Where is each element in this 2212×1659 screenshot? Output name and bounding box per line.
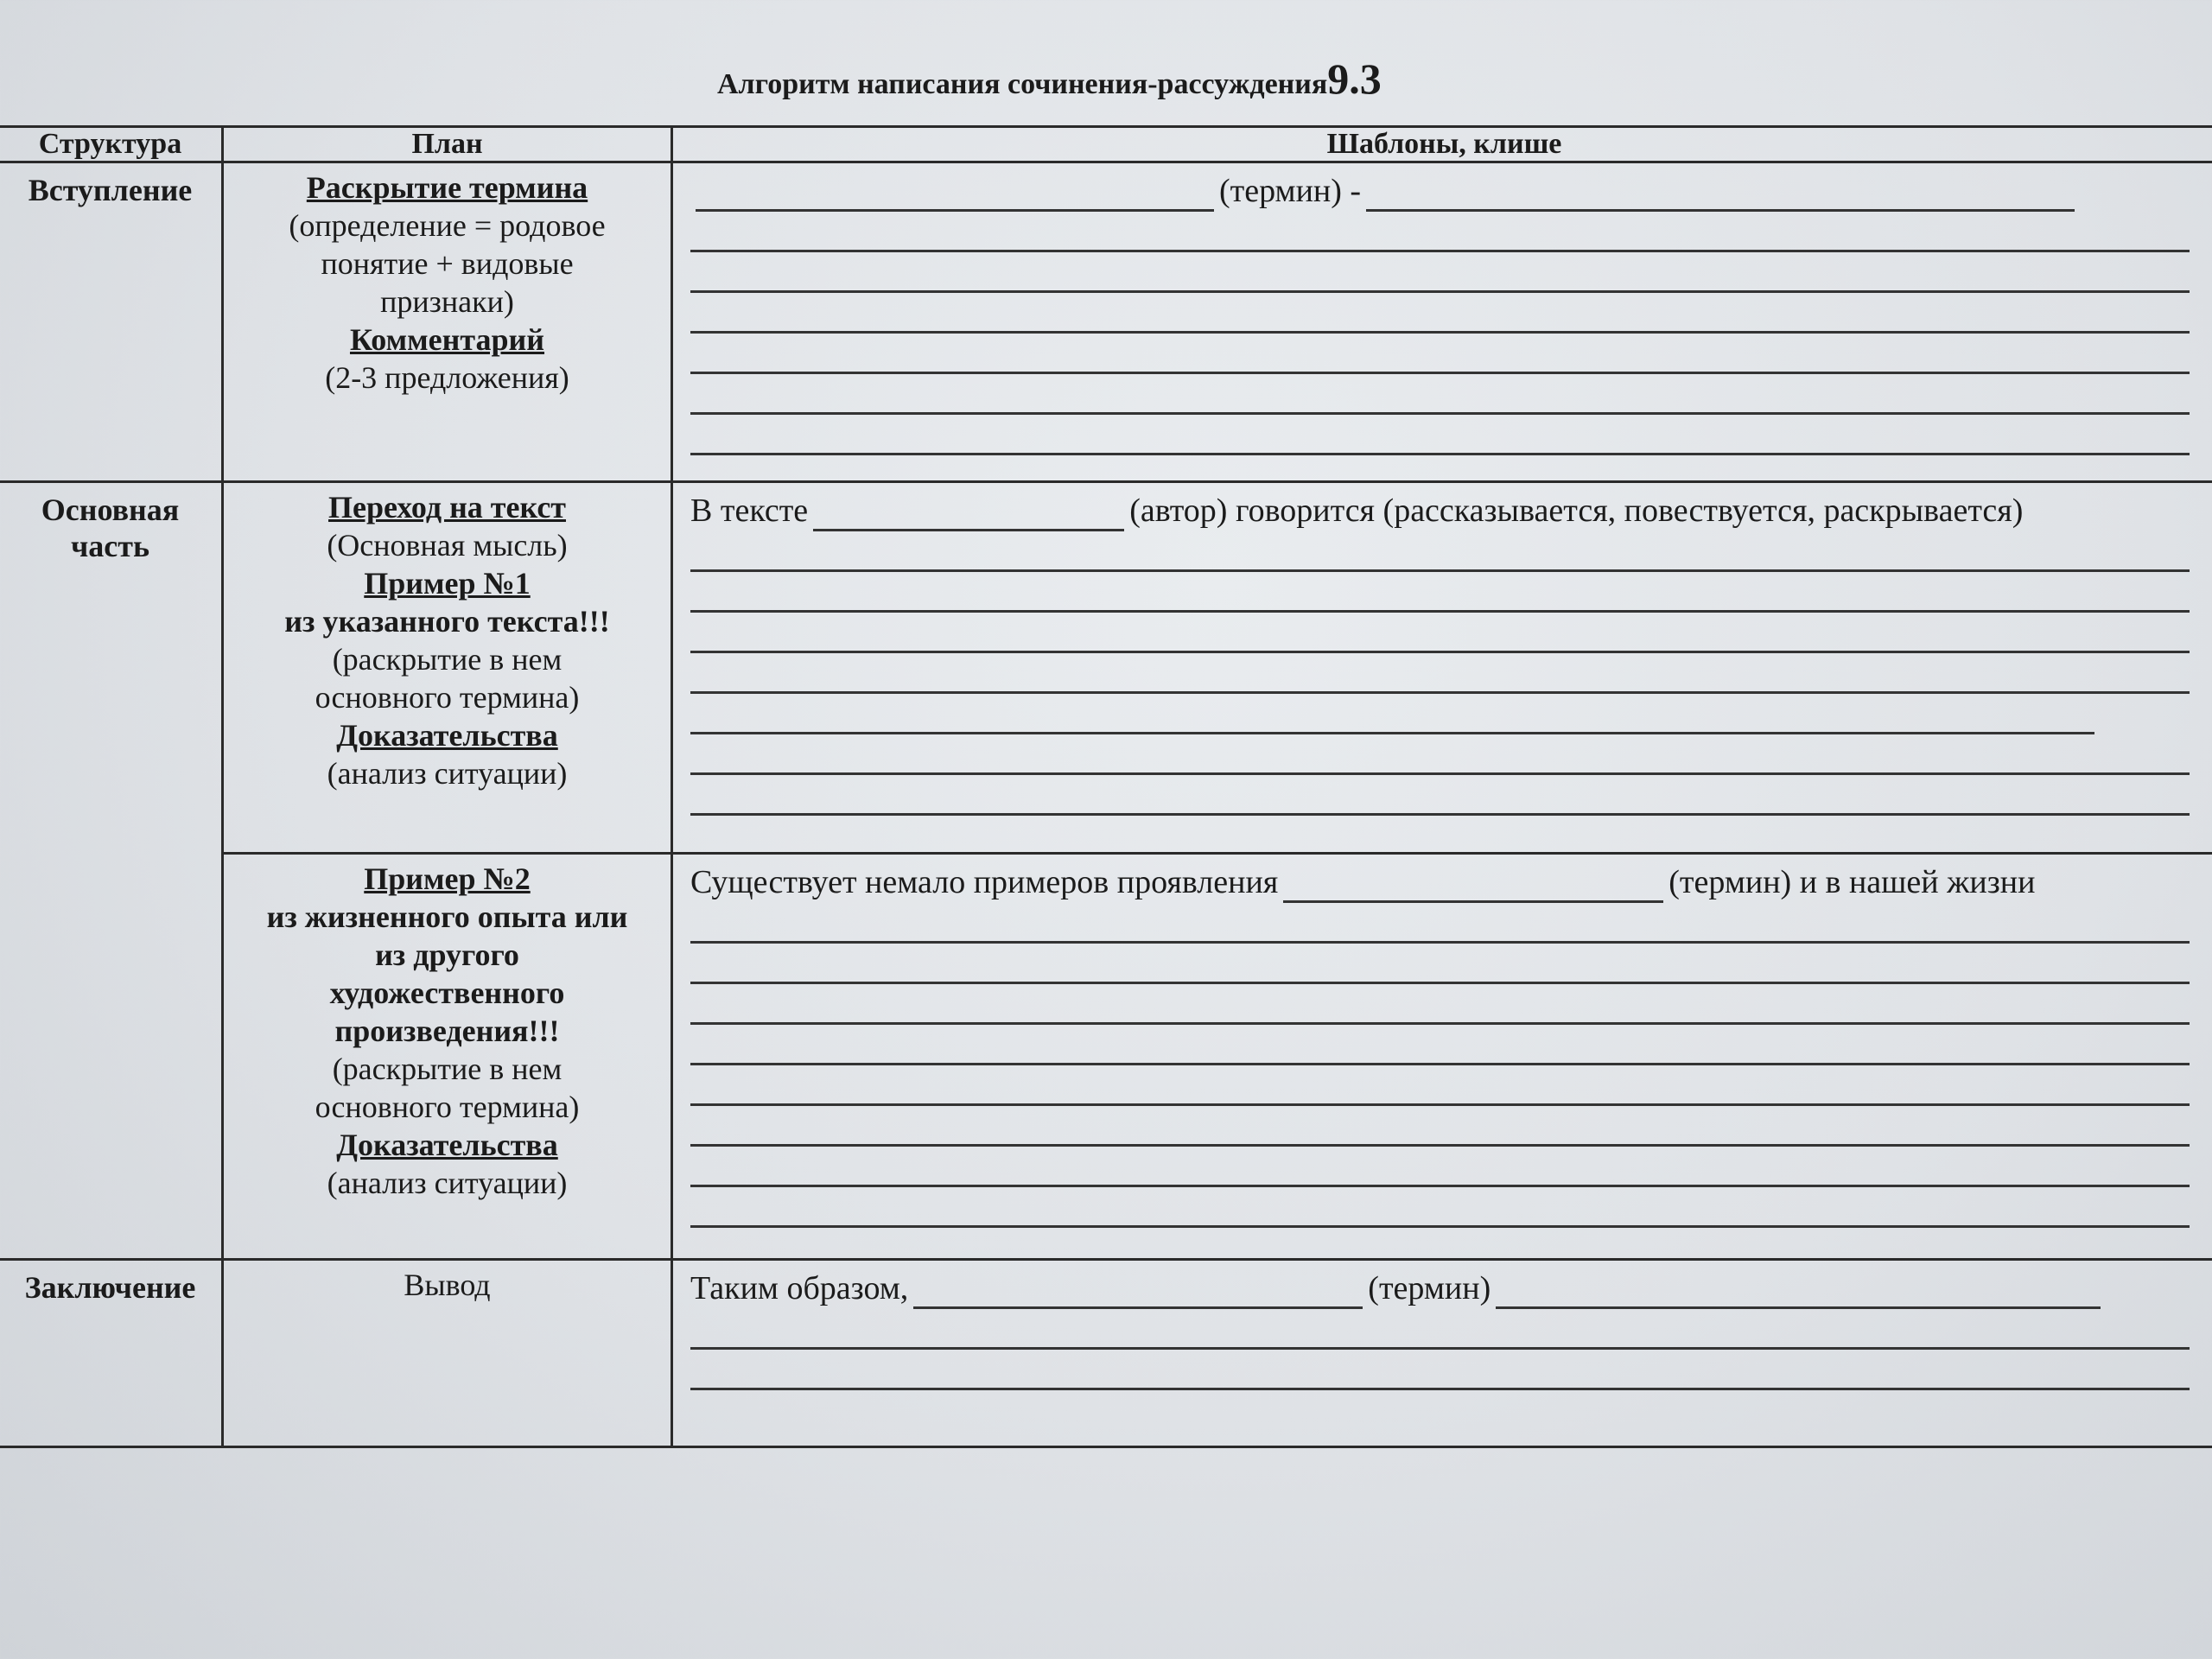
writing-line[interactable]	[690, 531, 2190, 572]
page-title	[717, 54, 1581, 104]
intro-row	[0, 162, 2212, 482]
intro-structure: Вступление	[0, 162, 223, 482]
intro-comment-note: (2-3 предложения)	[325, 360, 569, 395]
writing-line[interactable]	[690, 334, 2190, 374]
conclusion-template-line	[690, 1268, 2198, 1309]
intro-template-line	[690, 170, 2198, 212]
main-row-1	[0, 482, 2212, 854]
example2-sub: (раскрытие в нем основного термина)	[315, 1052, 580, 1124]
blank-line[interactable]	[913, 1275, 1363, 1309]
example1-sub: (раскрытие в нем основного термина)	[315, 642, 580, 715]
writing-line[interactable]	[690, 415, 2190, 455]
writing-line[interactable]	[690, 653, 2190, 694]
transition-title: Переход на текст	[328, 490, 566, 524]
writing-line[interactable]	[690, 775, 2190, 816]
title-text: Алгоритм написания сочинения-рассуждения	[717, 68, 1328, 100]
intro-template-label: (термин) -	[1219, 173, 1362, 209]
writing-line[interactable]	[690, 374, 2190, 415]
main-templates-1	[672, 482, 2212, 854]
template2-start: Существует немало примеров проявления	[690, 864, 1279, 900]
main-plan-2	[223, 854, 672, 1260]
template2-end: (термин) и в нашей жизни	[1669, 864, 2036, 900]
blank-line[interactable]	[1366, 178, 2075, 212]
example1-title: Пример №1	[364, 566, 531, 601]
header-structure: Структура	[0, 127, 223, 162]
writing-line[interactable]	[690, 1350, 2190, 1390]
conclusion-template-term: (термин)	[1368, 1270, 1491, 1306]
example2-title: Пример №2	[364, 861, 531, 896]
template1-start: В тексте	[690, 493, 809, 529]
writing-line[interactable]	[690, 572, 2190, 613]
main-structure: Основная часть	[0, 482, 223, 1260]
intro-plan-note: (определение = родовое понятие + видовые признаки)	[289, 208, 606, 319]
conclusion-row	[0, 1260, 2212, 1447]
main-template-line-1	[690, 490, 2198, 531]
header-plan: План	[223, 127, 672, 162]
main-template-line-2	[690, 861, 2198, 903]
blank-line[interactable]	[813, 498, 1124, 531]
writing-line[interactable]	[690, 734, 2190, 775]
example1-note: из указанного текста!!!	[284, 604, 610, 639]
intro-plan	[223, 162, 672, 482]
conclusion-plan: Вывод	[223, 1260, 672, 1447]
evidence2-note: (анализ ситуации)	[327, 1166, 568, 1200]
conclusion-structure: Заключение	[0, 1260, 223, 1447]
writing-line[interactable]	[690, 1106, 2190, 1147]
conclusion-template-start: Таким образом,	[690, 1270, 909, 1306]
writing-line[interactable]	[690, 694, 2094, 734]
conclusion-templates	[672, 1260, 2212, 1447]
title-number: 9.3	[1327, 54, 1382, 103]
writing-line[interactable]	[690, 1065, 2190, 1106]
writing-line[interactable]	[690, 293, 2190, 334]
evidence2-title: Доказательства	[336, 1128, 558, 1162]
main-row-2	[0, 854, 2212, 1260]
writing-line[interactable]	[690, 944, 2190, 984]
writing-line[interactable]	[690, 1187, 2190, 1228]
intro-plan-title: Раскрытие термина	[306, 170, 588, 205]
blank-line[interactable]	[696, 178, 1214, 212]
transition-note: (Основная мысль)	[327, 528, 568, 563]
writing-line[interactable]	[690, 1025, 2190, 1065]
writing-line[interactable]	[690, 613, 2190, 653]
header-templates: Шаблоны, клише	[672, 127, 2212, 162]
header-row	[0, 127, 2212, 162]
template1-end: (автор) говорится (рассказывается, повествуется, раскрывается)	[1129, 493, 2024, 529]
blank-line[interactable]	[1283, 869, 1663, 903]
blank-line[interactable]	[1496, 1275, 2101, 1309]
evidence1-note: (анализ ситуации)	[327, 756, 568, 791]
intro-comment-title: Комментарий	[349, 322, 545, 357]
intro-templates	[672, 162, 2212, 482]
main-templates-2	[672, 854, 2212, 1260]
writing-line[interactable]	[690, 252, 2190, 293]
main-plan-1	[223, 482, 672, 854]
writing-line[interactable]	[690, 984, 2190, 1025]
algorithm-table	[0, 125, 2212, 1448]
evidence1-title: Доказательства	[336, 718, 558, 753]
writing-line[interactable]	[690, 212, 2190, 252]
example2-note: из жизненного опыта или из другого художественного произведения!!!	[266, 899, 628, 1048]
writing-line[interactable]	[690, 1147, 2190, 1187]
writing-line[interactable]	[690, 903, 2190, 944]
writing-line[interactable]	[690, 1309, 2190, 1350]
